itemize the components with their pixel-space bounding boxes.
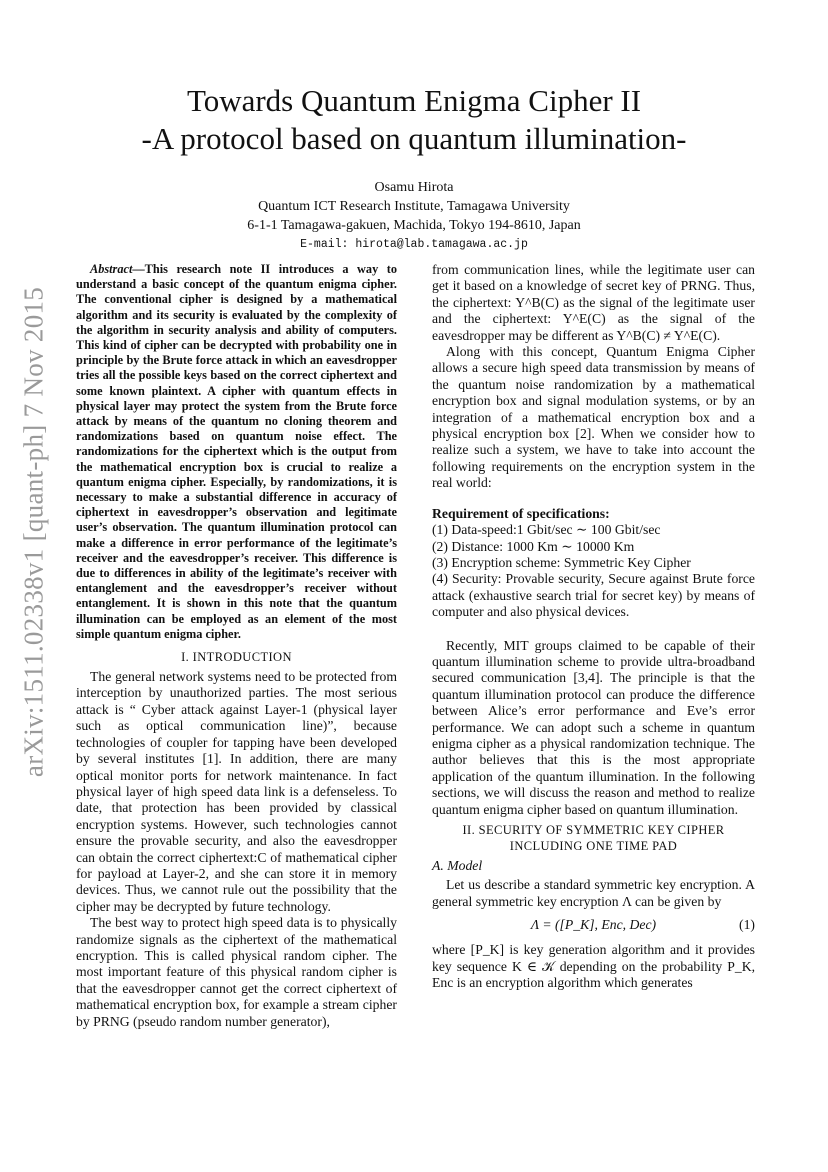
requirement-item: (4) Security: Provable security, Secure against Brute force attack (exhaustive search trial for secret key) by means of computer and also physical devices.	[432, 571, 755, 620]
model-paragraph-continued: where [P_K] is key generation algorithm and it provides key sequence K ∈ 𝒦 depending on the probability P_K, Enc is an encryption algorithm which generates	[432, 942, 755, 991]
abstract-dash: —	[132, 262, 145, 276]
requirements-heading: Requirement of specifications:	[432, 505, 610, 521]
author-affiliation: Quantum ICT Research Institute, Tamagawa University	[258, 199, 570, 214]
right-paragraph-1	[432, 262, 755, 344]
author-name: Osamu Hirota	[374, 180, 454, 195]
intro-paragraph-1: The general network systems need to be protected from interception by unauthorized parties. The most serious attack is “ Cyber attack against Layer-1 (physical layer such as optical communication line)”, because technologies of coupler for tapping have been developed by several institutes [1]. In addition, there are many optical monitor ports for network maintenance. In fact physical layer of high speed data link is a defenseless. To date, that protection has been provided by classical encryption systems. However, such technologies cannot ensure the provable security, and also the eavesdropper can obtain the correct ciphertext:C of mathematical cipher for payload at Layer-2, and she can store it in memory devices. Thus, we cannot rule out the possibility that the cipher may be decrypted by future technology.	[76, 669, 397, 914]
section-heading-2	[432, 822, 755, 854]
section-heading-2-line-1: II. SECURITY OF SYMMETRIC KEY CIPHER	[462, 823, 725, 837]
paper-title	[0, 82, 828, 158]
equation-1-body: Λ = ([P_K], Enc, Dec)	[530, 917, 657, 933]
author-block	[0, 178, 828, 254]
author-address: 6-1-1 Tamagawa-gakuen, Machida, Tokyo 194-8610, Japan	[247, 218, 581, 233]
abstract	[76, 262, 397, 642]
section-heading-2-line-2: INCLUDING ONE TIME PAD	[509, 839, 678, 853]
equation-1-number: (1)	[739, 917, 755, 933]
requirement-item: (1) Data-speed:1 Gbit/sec ∼ 100 Gbit/sec	[432, 522, 661, 538]
subsection-heading-model: A. Model	[432, 858, 483, 873]
right-paragraph-3: Recently, MIT groups claimed to be capable of their quantum illumination scheme to provide ultra-broadband secured communication [3,4]. The principle is that the quantum illumination protocol can produce the difference between Alice’s error performance and Eve’s error performance. We can adopt such a scheme in quantum enigma cipher as a physical randomization technique. The author believes that this is the most appropriate application of the quantum illumination. In the following sections, we will discuss the reason and method to realize quantum enigma cipher based on quantum illumination.	[432, 637, 755, 817]
abstract-lead: Abstract	[90, 262, 133, 276]
model-paragraph: Let us describe a standard symmetric key encryption. A general symmetric key encryption Λ can be given by	[432, 877, 755, 909]
intro-paragraph-2: The best way to protect high speed data is to physically randomize signals as the ciphertext of the mathematical encryption. This is called physical random cipher. The most important feature of this physical random cipher is that the eavesdropper cannot get the correct ciphertext of mathematical encryption box, for example a stream cipher by PRNG (pseudo random number generator),	[76, 915, 397, 1029]
requirement-item: (2) Distance: 1000 Km ∼ 10000 Km	[432, 538, 635, 554]
requirements-list	[432, 522, 755, 620]
equation-1	[432, 914, 755, 938]
author-email: E-mail: hirota@lab.tamagawa.ac.jp	[300, 238, 528, 251]
right-column	[432, 262, 755, 991]
right-paragraph-1-text: from communication lines, while the legitimate user can get it based on a knowledge of secret key of PRNG. Thus, the ciphertext: Y^B(C) as the signal of the legitimate user and the ciphertext: Y^E(C) as the signal of the eavesdropper may be different as Y^B(C) ≠ Y^E(C).	[432, 262, 755, 343]
title-line-2: -A protocol based on quantum illumination-	[141, 121, 687, 156]
title-line-1: Towards Quantum Enigma Cipher II	[186, 83, 642, 118]
abstract-text: This research note II introduces a way to understand a basic concept of the quantum enigma cipher. The conventional cipher is designed by a mathematical algorithm and its security is evaluated by the complexity of the algorithm in security analysis and ability of computers. This kind of cipher can be decrypted with probability one in principle by the Brute force attack in which an eavesdropper tries all the possible keys based on the correct ciphertext and some known plaintext. A cipher with quantum effects in physical layer may protect the system from the Brute force attack by means of the quantum no cloning theorem and randomizations based on quantum noise effect. The randomizations for the ciphertext which is the output from the mathematical encryption box is crucial to realize a quantum enigma cipher. Especially, by randomizations, it is necessary to make a substantial difference in accuracy of ciphertext in eavesdropper’s observation and legitimate user’s observation. The quantum illumination protocol can make a difference in error performance of the legitimate’s receiver and the eavesdropper’s receiver. This difference is due to differences in ability of the legitimate’s receiver with entanglement and the eavesdropper’s receiver without entanglement. It is shown in this note that the quantum illumination can be employed as an element of the most simple quantum enigma cipher.	[76, 262, 397, 641]
requirement-item: (3) Encryption scheme: Symmetric Key Cipher	[432, 554, 691, 570]
section-heading-introduction: I. INTRODUCTION	[181, 650, 292, 665]
right-paragraph-2: Along with this concept, Quantum Enigma Cipher allows a secure high speed data transmission by means of the quantum noise randomization by a mathematical encryption box and signal modulation systems, or by an integration of a mathematical encryption box and a physical encryption box [2]. When we consider how to realize such a system, we have to take into account the following requirements on the encryption system in the real world:	[432, 344, 755, 491]
left-column	[76, 262, 397, 1030]
arxiv-stamp-text: arXiv:1511.02338v1 [quant-ph] 7 Nov 2015	[18, 286, 49, 778]
